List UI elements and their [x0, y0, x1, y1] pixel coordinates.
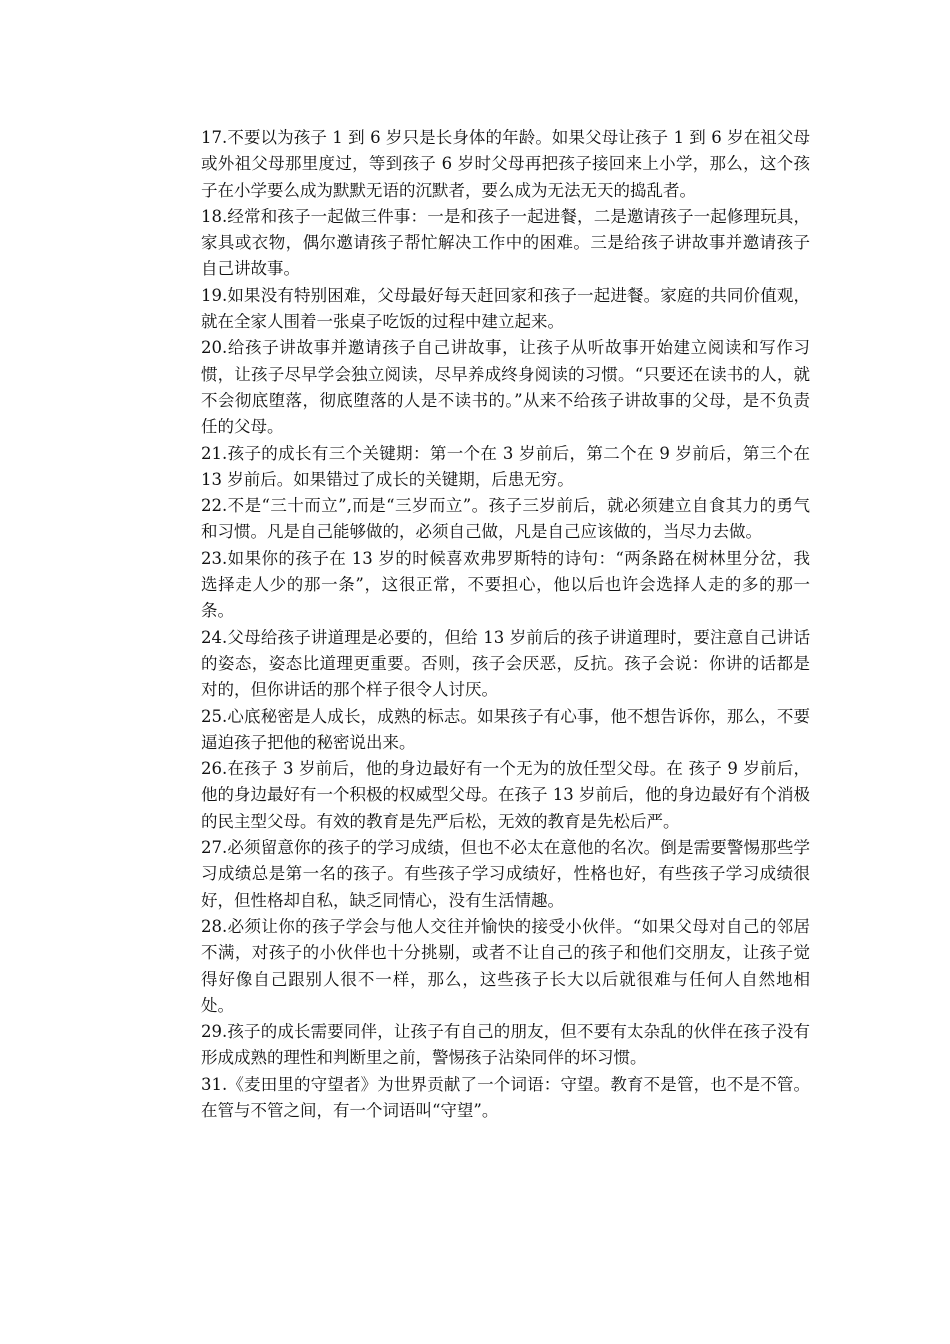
paragraph-25: 25.心底秘密是人成长，成熟的标志。如果孩子有心事，他不想告诉你，那么，不要逼迫孩子把他的秘密说出来。 — [201, 706, 810, 752]
paragraph-28: 28.必须让你的孩子学会与他人交往并愉快的接受小伙伴。“如果父母对自己的邻居不满，对孩子的小伙伴也十分挑剔，或者不让自己的孩子和他们交朋友，让孩子觉得好像自己跟别人很不一样，那么，这些孩子长大以后就很难与任何人自然地相处。 — [201, 916, 810, 1015]
paragraph-22: 22.不是“三十而立”,而是“三岁而立”。孩子三岁前后，就必须建立自食其力的勇气和习惯。凡是自己能够做的，必须自己做，凡是自己应该做的，当尽力去做。 — [201, 496, 810, 542]
paragraph-26: 26.在孩子 3 岁前后，他的身边最好有一个无为的放任型父母。在 孩子 9 岁前后，他的身边最好有一个积极的权威型父母。在孩子 13 岁前后，他的身边最好有个消极的民主型父母。有效的教育是先严后松，无效的教育是先松后严。 — [201, 759, 810, 831]
paragraph-23: 23.如果你的孩子在 13 岁的时候喜欢弗罗斯特的诗句：“两条路在树林里分岔，我选择走人少的那一条”，这很正常，不要担心，他以后也许会选择人走的多的那一条。 — [201, 548, 810, 621]
paragraph-27: 27.必须留意你的孩子的学习成绩，但也不必太在意他的名次。倒是需要警惕那些学习成绩总是第一名的孩子。有些孩子学习成绩好，性格也好，有些孩子学习成绩很好，但性格却自私，缺乏同情心，没有生活情趣。 — [201, 838, 810, 910]
paragraph-20: 20.给孩子讲故事并邀请孩子自己讲故事，让孩子从听故事开始建立阅读和写作习惯，让孩子尽早学会独立阅读，尽早养成终身阅读的习惯。“只要还在读书的人，就不会彻底堕落，彻底堕落的人是不读书的。”从来不给孩子讲故事的父母，是不负责任的父母。 — [201, 338, 810, 437]
paragraph-19: 19.如果没有特别困难，父母最好每天赶回家和孩子一起进餐。家庭的共同价值观，就在全家人围着一张桌子吃饭的过程中建立起来。 — [201, 285, 810, 332]
paragraph-18: 18.经常和孩子一起做三件事：一是和孩子一起进餐，二是邀请孩子一起修理玩具，家具或衣物，偶尔邀请孩子帮忙解决工作中的困难。三是给孩子讲故事并邀请孩子自己讲故事。 — [201, 206, 810, 279]
paragraph-29: 29.孩子的成长需要同伴，让孩子有自己的朋友，但不要有太杂乱的伙伴在孩子没有形成成熟的理性和判断里之前，警惕孩子沾染同伴的坏习惯。 — [201, 1022, 810, 1068]
paragraph-21: 21.孩子的成长有三个关键期：第一个在 3 岁前后，第二个在 9 岁前后，第三个在 13 岁前后。如果错过了成长的关键期，后患无穷。 — [201, 443, 810, 489]
paragraph-24: 24.父母给孩子讲道理是必要的，但给 13 岁前后的孩子讲道理时，要注意自己讲话的姿态，姿态比道理更重要。否则，孩子会厌恶，反抗。孩子会说：你讲的话都是对的，但你讲话的那个样子很令人讨厌。 — [201, 627, 810, 700]
paragraph-31: 31.《麦田里的守望者》为世界贡献了一个词语：守望。教育不是管，也不是不管。在管与不管之间，有一个词语叫“守望”。 — [201, 1074, 810, 1120]
document-body — [201, 125, 810, 1124]
paragraph-17: 17.不要以为孩子 1 到 6 岁只是长身体的年龄。如果父母让孩子 1 到 6 岁在祖父母或外祖父母那里度过，等到孩子 6 岁时父母再把孩子接回来上小学，那么，这个孩子在小学要么成为默默无语的沉默者，要么成为无法无天的捣乱者。 — [201, 128, 810, 200]
